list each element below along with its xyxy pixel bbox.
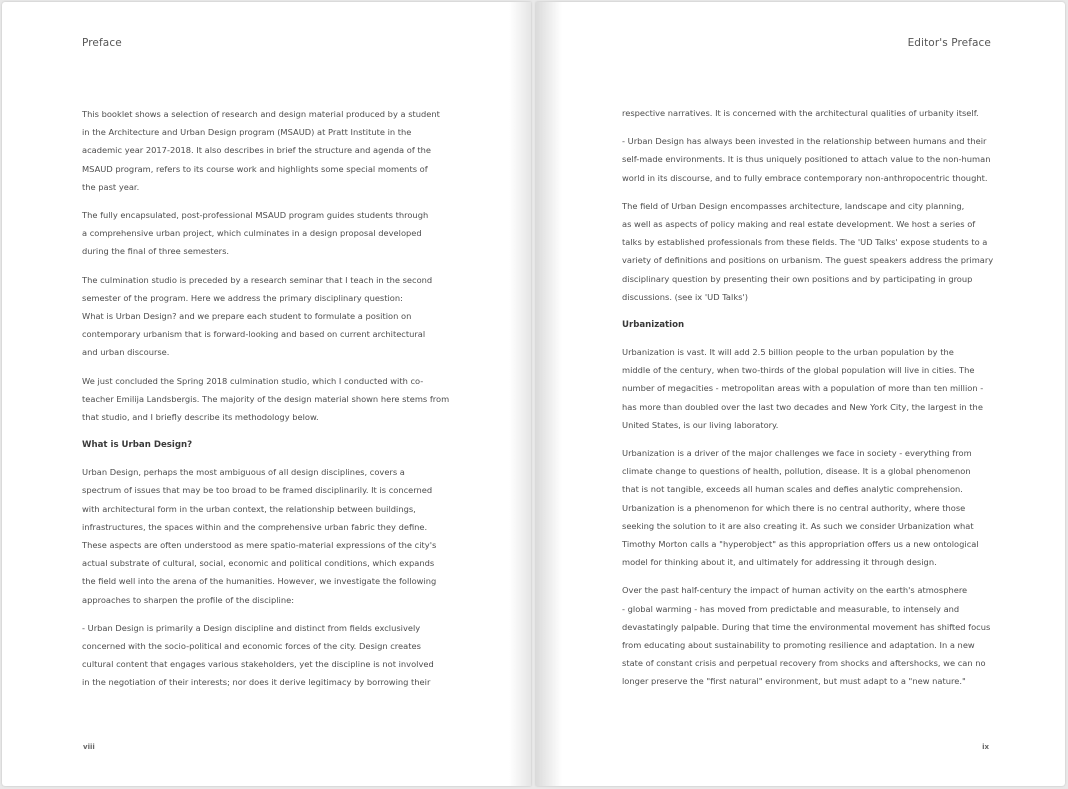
paragraph: The culmination studio is preceded by a research seminar that I teach in the second semester of the program. Here we address the primary disciplinary question: What is Urban Design? and we prepare each student to formulate a position on contemporary urbanism that is forward-looking and based on current architectural and urban discourse. <box>82 274 433 358</box>
body-text <box>622 104 994 701</box>
paragraph: respective narratives. It is concerned with the architectural qualities of urbanity itself. <box>622 108 979 118</box>
page-number: ix <box>982 743 989 751</box>
right-page <box>536 2 1065 786</box>
running-head: Editor's Preface <box>907 37 991 49</box>
paragraph: - Urban Design is primarily a Design discipline and distinct from fields exclusively concerned with the socio-political and economic forces of the city. Design creates cultural content that engages various stakeholders, yet the discipline is not involved in the negotiation of their interests; nor does it derive legitimacy by borrowing their <box>82 622 434 688</box>
paragraph: The field of Urban Design encompasses architecture, landscape and city planning, as well as aspects of policy making and real estate development. We host a series of talks by established professionals from these fields. The 'UD Talks' expose students to a variety of definitions and positions on urbanism. The guest speakers address the primary disciplinary question by presenting their own positions and by participating in group discussions. (see ix 'UD Talks') <box>622 200 994 302</box>
paragraph: Over the past half-century the impact of human activity on the earth's atmosphere - global warming - has moved from predictable and measurable, to intensely and devastatingly palpable. During that time the environmental movement has shifted focus from educating about sustainability to promoting resilience and adaptation. In a new state of constant crisis and perpetual recovery from shocks and aftershocks, we can no longer preserve the "first natural" environment, but must adapt to a "new nature." <box>622 585 991 687</box>
running-head: Preface <box>82 37 122 49</box>
left-page <box>2 2 531 786</box>
page-number: viii <box>83 743 95 751</box>
section-heading: What is Urban Design? <box>82 440 193 451</box>
paragraph: Urbanization is a driver of the major challenges we face in society - everything from climate change to questions of health, pollution, disease. It is a global phenomenon that is not tangible, exceeds all human scales and defies analytic comprehension. Urbanization is a phenomenon for which there is no central authority, where those seeking the solution to it are also creating it. As such we consider Urbanization what Timothy Morton calls a "hyperobject" as this appropriation offers us a new ontological model for thinking about it, and ultimately for addressing it through design. <box>622 448 979 568</box>
paragraph: Urban Design, perhaps the most ambiguous of all design disciplines, covers a spectrum of issues that may be too broad to be framed disciplinarily. It is concerned with architectural form in the urban context, the relationship between buildings, infrastructures, the spaces within and the comprehensive urban fabric they define. These aspects are often understood as mere spatio-material expressions of the city's actual substrate of cultural, social, economic and political conditions, which expands the field well into the arena of the humanities. However, we investigate the following approaches to sharpen the profile of the discipline: <box>82 467 437 605</box>
paragraph: - Urban Design has always been invested in the relationship between humans and their self-made environments. It is thus uniquely positioned to attach value to the non-human world in its discourse, and to fully embrace contemporary non-anthropocentric thought. <box>622 136 991 183</box>
paragraph: The fully encapsulated, post-professional MSAUD program guides students through a comprehensive urban project, which culminates in a design proposal developed during the final of three semesters. <box>82 210 429 257</box>
paragraph: This booklet shows a selection of research and design material produced by a student in the Architecture and Urban Design program (MSAUD) at Pratt Institute in the academic year 2017-2018. It also describes in brief the structure and agenda of the MSAUD program, refers to its course work and highlights some special moments of the past year. <box>82 109 440 192</box>
paragraph: Urbanization is vast. It will add 2.5 billion people to the urban population by the middle of the century, when two-thirds of the global population will live in cities. The number of megacities - metropolitan areas with a population of more than ten million - has more than doubled over the last two decades and New York City, the largest in the United States, is our living laboratory. <box>622 347 984 430</box>
section-heading: Urbanization <box>622 320 685 331</box>
body-text <box>82 105 454 702</box>
paragraph: We just concluded the Spring 2018 culmination studio, which I conducted with co- teacher Emilija Landsbergis. The majority of the design material shown here stems from that studio, and I briefly describe its methodology below. <box>82 375 450 423</box>
